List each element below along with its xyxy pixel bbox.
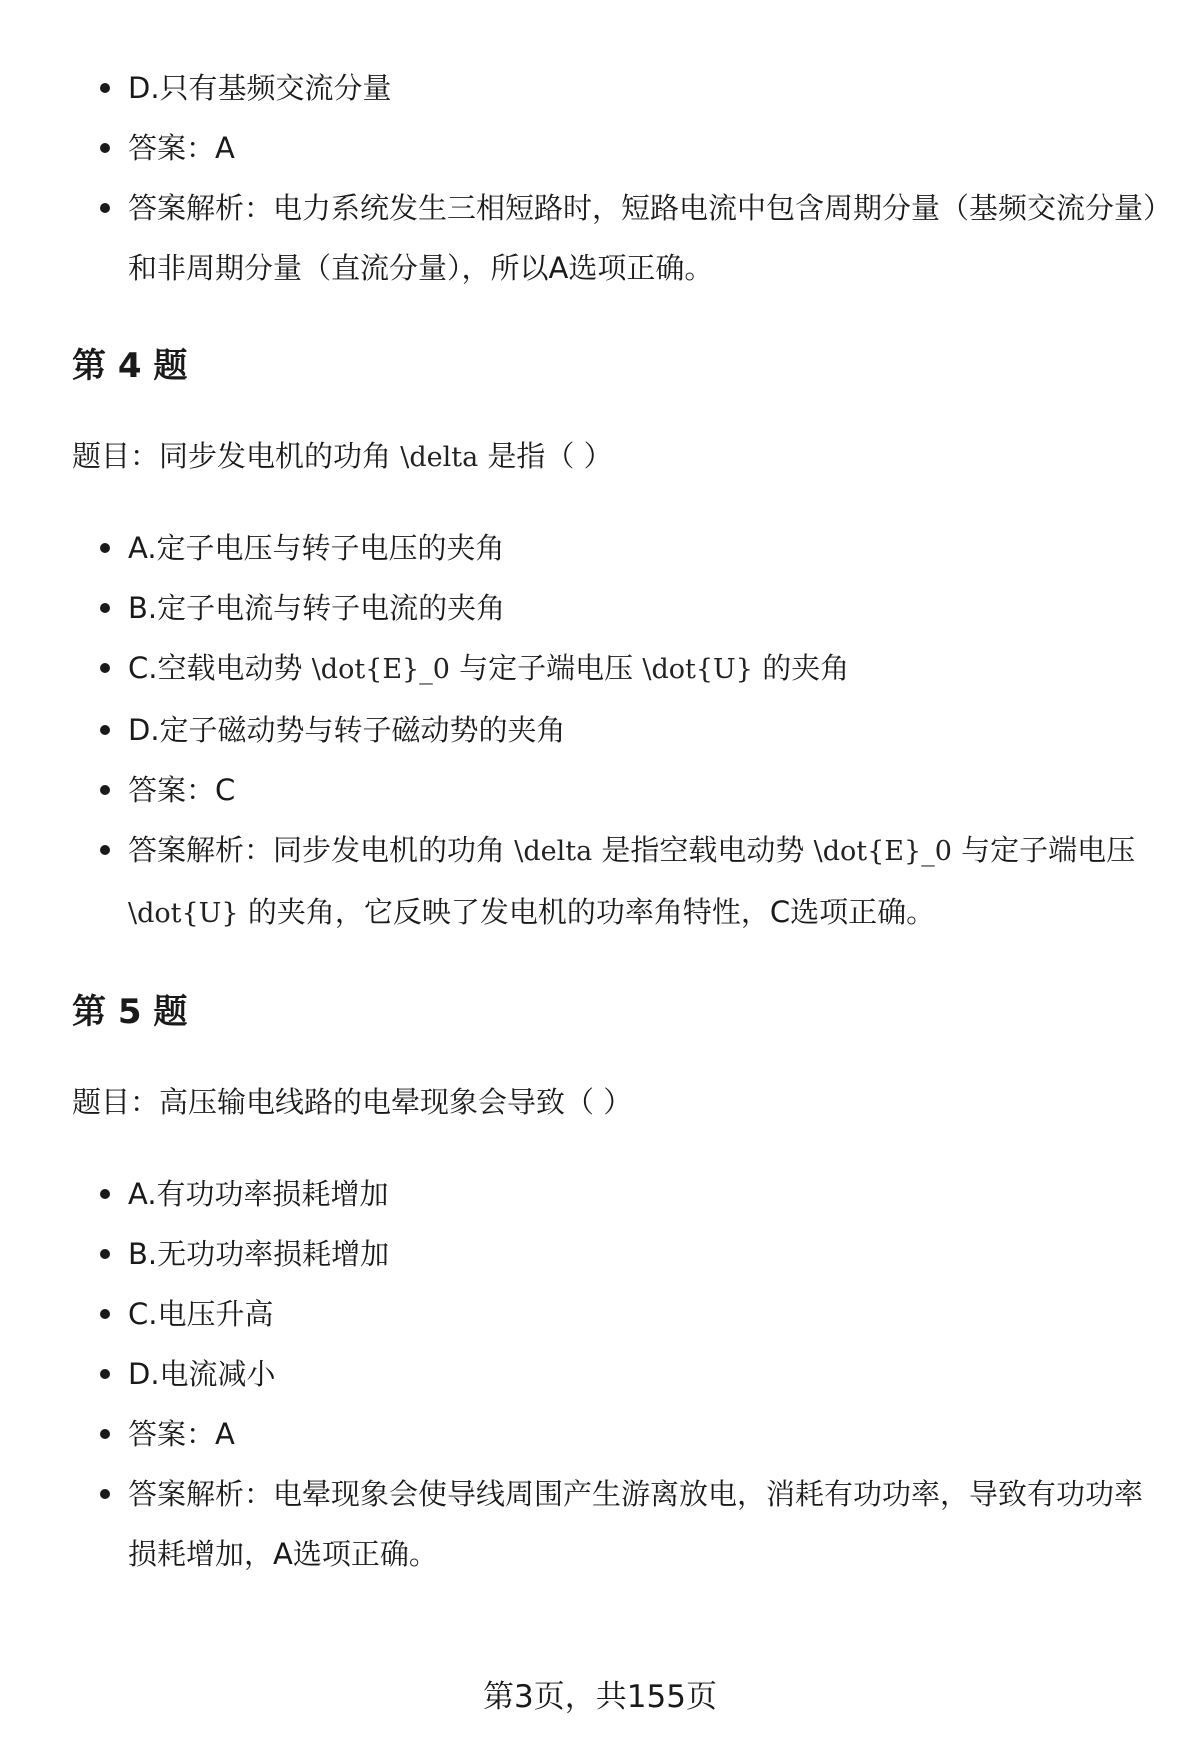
answer-line: 答案：A bbox=[72, 118, 1162, 178]
option-c bbox=[72, 638, 1162, 700]
prev-question-list bbox=[72, 58, 1162, 298]
option-c: C.电压升高 bbox=[72, 1284, 1162, 1344]
option-d: D.只有基频交流分量 bbox=[72, 58, 1162, 118]
math-expression: \delta bbox=[400, 442, 479, 473]
option-b: B.定子电流与转子电流的夹角 bbox=[72, 578, 1162, 638]
option-text: 的夹角 bbox=[762, 651, 850, 685]
math-expression: \dot{E}_0 bbox=[311, 654, 450, 685]
stem-text: 是指（ ） bbox=[487, 439, 613, 473]
question-stem bbox=[72, 426, 1162, 486]
explanation-line: 答案解析：电晕现象会使导线周围产生游离放电，消耗有功功率，导致有功功率损耗增加，A选项正确。 bbox=[72, 1464, 1162, 1584]
question-heading: 第 5 题 bbox=[72, 992, 188, 1032]
answer-line: 答案：C bbox=[72, 760, 1162, 820]
option-text: C.空载电动势 bbox=[128, 651, 303, 685]
page-number-footer: 第3页，共155页 bbox=[483, 1679, 717, 1715]
option-a: A.定子电压与转子电压的夹角 bbox=[72, 518, 1162, 578]
explanation-text: 的夹角，它反映了发电机的功率角特性，C选项正确。 bbox=[247, 895, 936, 929]
answer-line: 答案：A bbox=[72, 1404, 1162, 1464]
option-text: 与定子端电压 bbox=[459, 651, 634, 685]
page-content bbox=[72, 58, 1162, 1584]
question-stem: 题目：高压输电线路的电晕现象会导致（ ） bbox=[72, 1085, 633, 1119]
option-list bbox=[72, 518, 1162, 944]
explanation-line: 答案解析：电力系统发生三相短路时，短路电流中包含周期分量（基频交流分量）和非周期分量（直流分量），所以A选项正确。 bbox=[72, 178, 1162, 298]
option-d: D.电流减小 bbox=[72, 1344, 1162, 1404]
stem-text: 题目：同步发电机的功角 bbox=[72, 439, 392, 473]
explanation-text: 答案解析：同步发电机的功角 bbox=[128, 833, 506, 867]
math-expression: \dot{U} bbox=[128, 898, 239, 929]
explanation-line bbox=[72, 820, 1162, 944]
option-d: D.定子磁动势与转子磁动势的夹角 bbox=[72, 700, 1162, 760]
math-expression: \dot{U} bbox=[642, 654, 753, 685]
option-list bbox=[72, 1164, 1162, 1584]
math-expression: \dot{E}_0 bbox=[813, 836, 952, 867]
option-b: B.无功功率损耗增加 bbox=[72, 1224, 1162, 1284]
explanation-text: 是指空载电动势 bbox=[601, 833, 805, 867]
question-heading: 第 4 题 bbox=[72, 346, 188, 386]
math-expression: \delta bbox=[514, 836, 593, 867]
explanation-text: 与定子端电压 bbox=[961, 833, 1136, 867]
option-a: A.有功功率损耗增加 bbox=[72, 1164, 1162, 1224]
